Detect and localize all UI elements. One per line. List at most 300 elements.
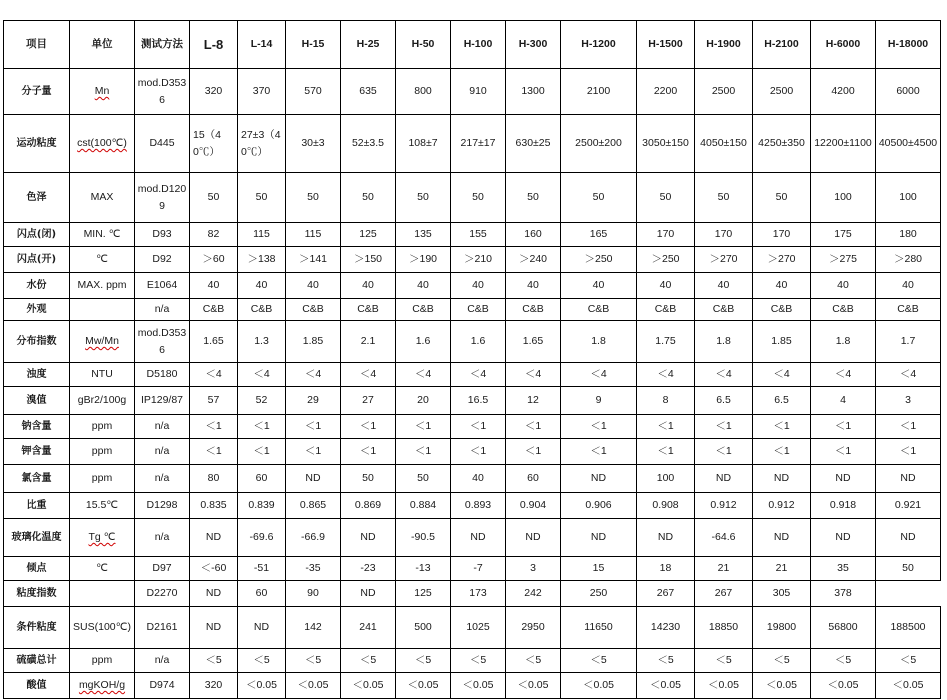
table-row-specific-gravity	[4, 493, 941, 519]
test-method-cell: D93	[135, 223, 190, 247]
table-row-turbidity	[4, 363, 941, 387]
value-cell: C&B	[876, 299, 941, 321]
unit-cell	[70, 247, 135, 273]
value-cell: ＜5	[695, 649, 753, 673]
value-cell: 12200±1100	[811, 115, 876, 173]
value-cell: ＞280	[876, 247, 941, 273]
item-name-cell: 外观	[4, 299, 70, 321]
value-cell: 1.85	[286, 321, 341, 363]
value-cell: ＜0.05	[695, 673, 753, 699]
value-cell: 0.918	[811, 493, 876, 519]
value-cell: ＞250	[561, 247, 637, 273]
value-cell: 100	[811, 173, 876, 223]
value-cell: C&B	[238, 299, 286, 321]
item-name-cell: 条件粘度	[4, 607, 70, 649]
value-cell: 40	[341, 273, 396, 299]
unit-cell	[70, 115, 135, 173]
value-cell: ＜0.05	[876, 673, 941, 699]
value-cell: 1300	[506, 69, 561, 115]
item-name-cell: 粘度指数	[4, 581, 70, 607]
value-cell: 4	[811, 387, 876, 415]
test-method-cell: E1064	[135, 273, 190, 299]
value-cell: ＜1	[238, 415, 286, 439]
value-cell: ＜1	[753, 415, 811, 439]
value-cell: ＜5	[190, 649, 238, 673]
unit-cell	[70, 607, 135, 649]
value-cell: ND	[637, 519, 695, 557]
value-cell: 1.8	[561, 321, 637, 363]
value-cell: ND	[753, 465, 811, 493]
value-cell: 50	[238, 173, 286, 223]
value-cell: ＜4	[451, 363, 506, 387]
value-cell: 20	[396, 387, 451, 415]
test-method-cell: n/a	[135, 649, 190, 673]
value-cell: 60	[506, 465, 561, 493]
value-cell: 40	[561, 273, 637, 299]
value-cell: 142	[286, 607, 341, 649]
value-cell: ＞270	[695, 247, 753, 273]
value-cell: 2950	[506, 607, 561, 649]
value-cell: 155	[451, 223, 506, 247]
value-cell: 8	[637, 387, 695, 415]
value-cell: 267	[695, 581, 753, 607]
table-row-potassium-content	[4, 439, 941, 465]
value-cell: ＞60	[190, 247, 238, 273]
header-cell: H-1200	[561, 21, 637, 69]
value-cell: ND	[286, 465, 341, 493]
value-cell: ＞210	[451, 247, 506, 273]
unit-cell	[70, 387, 135, 415]
value-cell: 1.65	[190, 321, 238, 363]
value-cell: 0.912	[695, 493, 753, 519]
value-cell: 635	[341, 69, 396, 115]
value-cell: ＜1	[811, 439, 876, 465]
value-cell: 50	[695, 173, 753, 223]
value-cell: 40	[811, 273, 876, 299]
value-cell: ＜4	[238, 363, 286, 387]
value-cell: 40	[286, 273, 341, 299]
value-cell: 40	[190, 273, 238, 299]
value-cell: ＜5	[561, 649, 637, 673]
value-cell: ＜1	[695, 415, 753, 439]
value-cell: 50	[451, 173, 506, 223]
value-cell: 3	[876, 387, 941, 415]
value-cell: -51	[238, 557, 286, 581]
value-cell: 18	[637, 557, 695, 581]
unit-cell	[70, 581, 135, 607]
test-method-cell: n/a	[135, 415, 190, 439]
value-cell: 2100	[561, 69, 637, 115]
value-cell: ND	[341, 519, 396, 557]
unit-cell	[70, 557, 135, 581]
header-cell: 单位	[70, 21, 135, 69]
value-cell: 50	[396, 173, 451, 223]
value-cell: C&B	[561, 299, 637, 321]
item-name-cell: 浊度	[4, 363, 70, 387]
value-cell: 305	[753, 581, 811, 607]
header-cell: H-300	[506, 21, 561, 69]
value-cell: ＜4	[341, 363, 396, 387]
value-cell: 125	[341, 223, 396, 247]
unit-cell	[70, 321, 135, 363]
test-method-cell: mod.D3536	[135, 321, 190, 363]
unit-cell	[70, 493, 135, 519]
value-cell: 267	[637, 581, 695, 607]
value-cell: ＜1	[637, 439, 695, 465]
value-cell: ＜0.05	[238, 673, 286, 699]
value-cell: 1.7	[876, 321, 941, 363]
value-cell: 1025	[451, 607, 506, 649]
value-cell: ＜1	[286, 415, 341, 439]
value-cell: -64.6	[695, 519, 753, 557]
value-cell: 40	[451, 465, 506, 493]
item-name-cell: 氯含量	[4, 465, 70, 493]
unit-cell	[70, 519, 135, 557]
value-cell: ＜5	[637, 649, 695, 673]
unit-text: SUS(100℃)	[73, 621, 131, 633]
value-cell: 40500±4500	[876, 115, 941, 173]
value-cell: 3	[506, 557, 561, 581]
table-row-viscosity-index	[4, 581, 941, 607]
value-cell: 175	[811, 223, 876, 247]
item-name-cell: 分子量	[4, 69, 70, 115]
test-method-cell: D97	[135, 557, 190, 581]
table-row-sodium-content	[4, 415, 941, 439]
unit-cell	[70, 173, 135, 223]
value-cell: ＞150	[341, 247, 396, 273]
test-method-cell: n/a	[135, 519, 190, 557]
test-method-cell: IP129/87	[135, 387, 190, 415]
value-cell: ＜5	[451, 649, 506, 673]
value-cell: C&B	[811, 299, 876, 321]
value-cell: -13	[396, 557, 451, 581]
test-method-cell: D445	[135, 115, 190, 173]
value-cell: ＜4	[695, 363, 753, 387]
value-cell: 2500	[753, 69, 811, 115]
header-row	[4, 21, 941, 69]
table-row-flash-point-open	[4, 247, 941, 273]
value-cell: ＜5	[396, 649, 451, 673]
value-cell: 0.835	[190, 493, 238, 519]
header-cell: H-18000	[876, 21, 941, 69]
value-cell: ＜1	[451, 439, 506, 465]
value-cell: ＜0.05	[811, 673, 876, 699]
value-cell: 4050±150	[695, 115, 753, 173]
value-cell: 6000	[876, 69, 941, 115]
value-cell: 125	[396, 581, 451, 607]
value-cell: 30±3	[286, 115, 341, 173]
value-cell: 1.8	[695, 321, 753, 363]
value-cell: 2500±200	[561, 115, 637, 173]
value-cell: 100	[637, 465, 695, 493]
unit-cell	[70, 363, 135, 387]
item-name-cell: 钾含量	[4, 439, 70, 465]
value-cell: 50	[341, 465, 396, 493]
value-cell: 40	[753, 273, 811, 299]
value-cell: ＜1	[811, 415, 876, 439]
item-name-cell: 色泽	[4, 173, 70, 223]
table-row-pour-point	[4, 557, 941, 581]
value-cell: 1.3	[238, 321, 286, 363]
header-cell: H-50	[396, 21, 451, 69]
value-cell: 0.904	[506, 493, 561, 519]
value-cell: ＜0.05	[451, 673, 506, 699]
value-cell: ＜1	[695, 439, 753, 465]
value-cell: 2.1	[341, 321, 396, 363]
value-cell: 910	[451, 69, 506, 115]
value-cell: 80	[190, 465, 238, 493]
value-cell: 52±3.5	[341, 115, 396, 173]
test-method-cell: D2270	[135, 581, 190, 607]
value-cell: -35	[286, 557, 341, 581]
table-row-distribution-index	[4, 321, 941, 363]
value-cell: 16.5	[451, 387, 506, 415]
value-cell: 1.85	[753, 321, 811, 363]
value-cell: -23	[341, 557, 396, 581]
value-cell: 27±3（40℃）	[238, 115, 286, 173]
table-row-molecular-weight	[4, 69, 941, 115]
value-cell: C&B	[451, 299, 506, 321]
value-cell: 1.6	[396, 321, 451, 363]
value-cell: ND	[561, 519, 637, 557]
value-cell: ＜1	[190, 439, 238, 465]
unit-text: ppm	[91, 420, 113, 432]
test-method-cell: D92	[135, 247, 190, 273]
value-cell: 160	[506, 223, 561, 247]
value-cell: C&B	[286, 299, 341, 321]
value-cell: 50	[396, 465, 451, 493]
unit-text: Mn	[94, 85, 110, 97]
value-cell: 0.906	[561, 493, 637, 519]
value-cell: ND	[695, 465, 753, 493]
value-cell: ＜4	[561, 363, 637, 387]
value-cell: 800	[396, 69, 451, 115]
value-cell: 50	[753, 173, 811, 223]
table-row-flash-point-closed	[4, 223, 941, 247]
value-cell: C&B	[190, 299, 238, 321]
value-cell: 0.865	[286, 493, 341, 519]
value-cell: 40	[506, 273, 561, 299]
value-cell: ＜5	[811, 649, 876, 673]
value-cell: ＜4	[286, 363, 341, 387]
value-cell: 135	[396, 223, 451, 247]
header-cell: 测试方法	[135, 21, 190, 69]
value-cell: 115	[238, 223, 286, 247]
value-cell: ND	[811, 519, 876, 557]
header-cell: H-25	[341, 21, 396, 69]
value-cell: ND	[190, 607, 238, 649]
unit-text: MIN. ℃	[83, 228, 121, 240]
value-cell: 250	[561, 581, 637, 607]
value-cell: 1.8	[811, 321, 876, 363]
value-cell: 378	[811, 581, 876, 607]
value-cell: 630±25	[506, 115, 561, 173]
value-cell: -66.9	[286, 519, 341, 557]
value-cell: ＜5	[506, 649, 561, 673]
value-cell: 14230	[637, 607, 695, 649]
value-cell: ＜0.05	[396, 673, 451, 699]
value-cell: 15	[561, 557, 637, 581]
unit-text: ppm	[91, 445, 113, 457]
value-cell: 3050±150	[637, 115, 695, 173]
item-name-cell: 硫磺总计	[4, 649, 70, 673]
value-cell: ＜1	[341, 415, 396, 439]
value-cell: 6.5	[695, 387, 753, 415]
value-cell: ND	[561, 465, 637, 493]
value-cell: ＜5	[876, 649, 941, 673]
specification-table	[3, 20, 941, 699]
value-cell: 56800	[811, 607, 876, 649]
value-cell: 35	[811, 557, 876, 581]
value-cell: 1.6	[451, 321, 506, 363]
value-cell: 2200	[637, 69, 695, 115]
value-cell: -90.5	[396, 519, 451, 557]
value-cell: ＜0.05	[561, 673, 637, 699]
value-cell: 29	[286, 387, 341, 415]
value-cell: ＜0.05	[506, 673, 561, 699]
value-cell: 21	[695, 557, 753, 581]
value-cell: ND	[876, 465, 941, 493]
value-cell: 50	[561, 173, 637, 223]
value-cell: ＜5	[238, 649, 286, 673]
value-cell: -7	[451, 557, 506, 581]
value-cell: C&B	[695, 299, 753, 321]
value-cell: 15（40℃）	[190, 115, 238, 173]
value-cell: ＜0.05	[637, 673, 695, 699]
value-cell: 60	[238, 465, 286, 493]
value-cell: 115	[286, 223, 341, 247]
table-row-water-content	[4, 273, 941, 299]
item-name-cell: 酸值	[4, 673, 70, 699]
value-cell: 570	[286, 69, 341, 115]
value-cell: C&B	[753, 299, 811, 321]
value-cell: 1.75	[637, 321, 695, 363]
value-cell: ＞138	[238, 247, 286, 273]
header-cell: L-8	[190, 21, 238, 69]
item-name-cell: 分布指数	[4, 321, 70, 363]
value-cell: ＜5	[286, 649, 341, 673]
value-cell: C&B	[341, 299, 396, 321]
item-name-cell: 倾点	[4, 557, 70, 581]
value-cell: ＜1	[190, 415, 238, 439]
item-name-cell: 闪点(闭)	[4, 223, 70, 247]
unit-text: Mw/Mn	[85, 335, 119, 347]
value-cell: 320	[190, 69, 238, 115]
table-row-kinematic-viscosity	[4, 115, 941, 173]
unit-cell	[70, 273, 135, 299]
value-cell: 40	[238, 273, 286, 299]
value-cell: ＜1	[876, 415, 941, 439]
unit-text: ℃	[96, 253, 108, 265]
value-cell: 0.912	[753, 493, 811, 519]
value-cell: ＜0.05	[753, 673, 811, 699]
table-row-acid-value	[4, 673, 941, 699]
value-cell: ＜1	[637, 415, 695, 439]
value-cell: ＜1	[451, 415, 506, 439]
item-name-cell: 闪点(开)	[4, 247, 70, 273]
header-cell: L-14	[238, 21, 286, 69]
unit-text: cst(100℃)	[77, 137, 127, 149]
value-cell: 500	[396, 607, 451, 649]
value-cell: 21	[753, 557, 811, 581]
item-name-cell: 钠含量	[4, 415, 70, 439]
unit-text: ppm	[91, 654, 113, 666]
value-cell: ND	[451, 519, 506, 557]
value-cell: ＜1	[561, 415, 637, 439]
value-cell: 50	[190, 173, 238, 223]
value-cell: 50	[341, 173, 396, 223]
table-row-conditional-viscosity	[4, 607, 941, 649]
table-row-chlorine-content	[4, 465, 941, 493]
item-name-cell: 玻璃化温度	[4, 519, 70, 557]
unit-cell	[70, 415, 135, 439]
test-method-cell: n/a	[135, 465, 190, 493]
value-cell: ND	[753, 519, 811, 557]
value-cell: 40	[695, 273, 753, 299]
value-cell: ＞190	[396, 247, 451, 273]
value-cell: ND	[238, 607, 286, 649]
value-cell: 170	[637, 223, 695, 247]
value-cell: 57	[190, 387, 238, 415]
value-cell: 108±7	[396, 115, 451, 173]
value-cell: ＜4	[506, 363, 561, 387]
header-cell: 项目	[4, 21, 70, 69]
table-row-total-sulfur	[4, 649, 941, 673]
value-cell: 52	[238, 387, 286, 415]
test-method-cell: n/a	[135, 439, 190, 465]
unit-cell	[70, 299, 135, 321]
value-cell: 50	[637, 173, 695, 223]
unit-text: MAX. ppm	[77, 279, 127, 291]
value-cell: 40	[451, 273, 506, 299]
value-cell: ＜0.05	[341, 673, 396, 699]
test-method-cell: mod.D1209	[135, 173, 190, 223]
unit-text: MAX	[90, 191, 114, 203]
test-method-cell: n/a	[135, 299, 190, 321]
unit-text: mgKOH/g	[78, 679, 126, 691]
value-cell: ＞275	[811, 247, 876, 273]
value-cell: ND	[811, 465, 876, 493]
test-method-cell: D1298	[135, 493, 190, 519]
item-name-cell: 比重	[4, 493, 70, 519]
header-cell: H-100	[451, 21, 506, 69]
value-cell: C&B	[506, 299, 561, 321]
value-cell: ＜1	[396, 439, 451, 465]
value-cell: ＜1	[396, 415, 451, 439]
value-cell: ＜5	[341, 649, 396, 673]
unit-cell	[70, 649, 135, 673]
item-name-cell: 水份	[4, 273, 70, 299]
value-cell: 217±17	[451, 115, 506, 173]
value-cell: ND	[190, 581, 238, 607]
test-method-cell: D2161	[135, 607, 190, 649]
unit-text: Tg ℃	[88, 531, 116, 543]
value-cell: ND	[341, 581, 396, 607]
table-row-appearance	[4, 299, 941, 321]
value-cell: ＜1	[341, 439, 396, 465]
value-cell: 0.921	[876, 493, 941, 519]
test-method-cell: D5180	[135, 363, 190, 387]
unit-text: ppm	[91, 472, 113, 484]
value-cell: ND	[876, 519, 941, 557]
value-cell: 170	[695, 223, 753, 247]
value-cell: 50	[876, 557, 941, 581]
value-cell: 370	[238, 69, 286, 115]
value-cell: ＜4	[396, 363, 451, 387]
value-cell: 60	[238, 581, 286, 607]
value-cell: 188500	[876, 607, 941, 649]
value-cell: 27	[341, 387, 396, 415]
